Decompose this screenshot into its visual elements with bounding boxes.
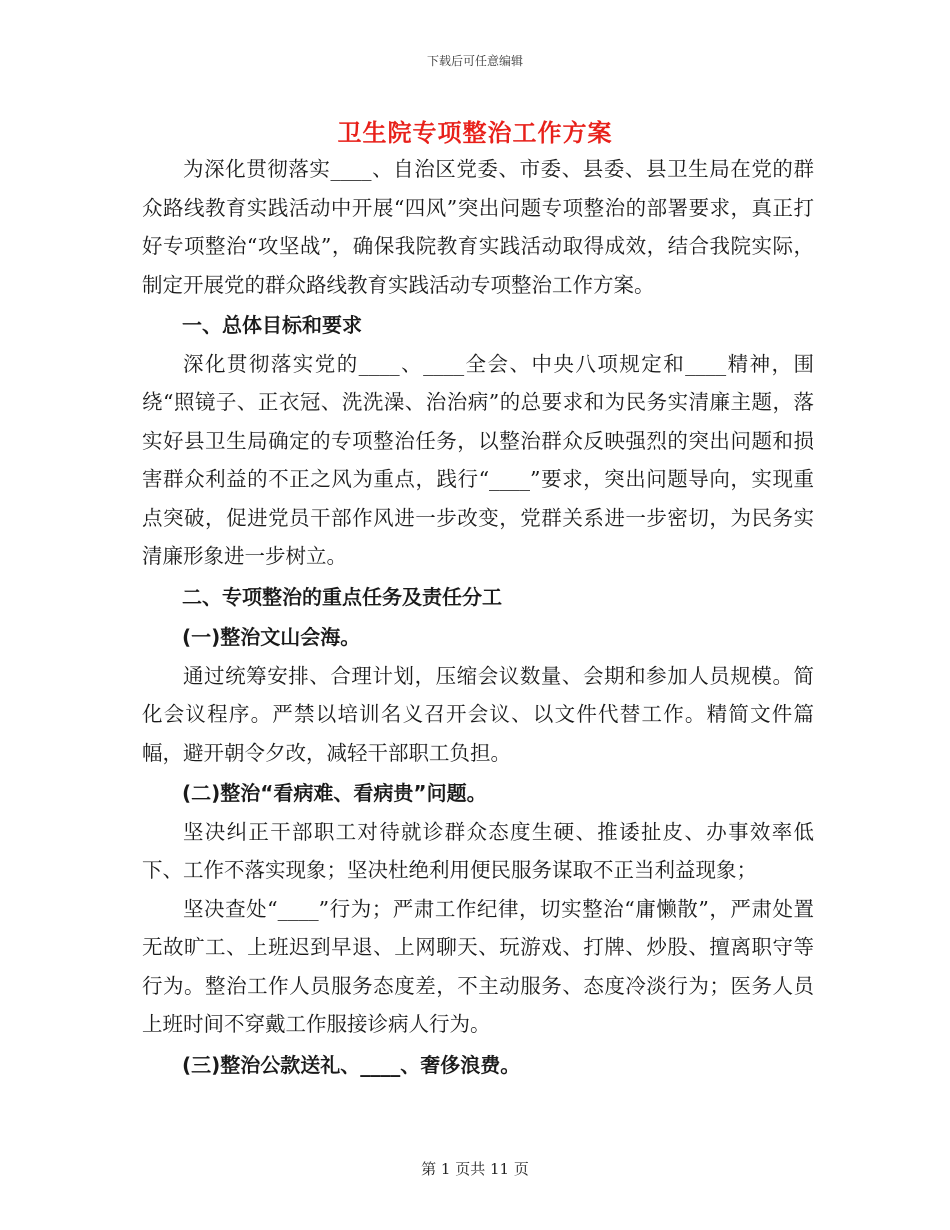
document-body: [142, 150, 814, 1084]
page-number: 第 1 页共 11 页: [421, 1160, 529, 1178]
section-paragraph: 深化贯彻落实党的____、____全会、中央八项规定和____精神，围绕“照镜子、正衣冠、洗洗澡、治治病”的总要求和为民务实清廉主题，落实好县卫生局确定的专项整治任务，以整治群众反映强烈的突出问题和损害群众利益的不正之风为重点，践行“____”要求，突出问题导向，实现重点突破，促进党员干部作风进一步改变，党群关系进一步密切，为民务实清廉形象进一步树立。: [142, 351, 814, 568]
subsection-heading: (二)整治“看病难、看病贵”问题。: [182, 781, 487, 805]
page-header-note: 下载后可任意编辑: [426, 54, 523, 68]
subsection-heading: (三)整治公款送礼、____、奢侈浪费。: [182, 1052, 521, 1077]
subsection-paragraph: 通过统筹安排、合理计划，压缩会议数量、会期和参加人员规模。简化会议程序。严禁以培训名义召开会议、以文件代替工作。精简文件篇幅，避开朝令夕改，减轻干部职工负担。: [142, 663, 814, 765]
section-heading: 二、专项整治的重点任务及责任分工: [182, 584, 502, 609]
section-heading: 一、总体目标和要求: [182, 313, 362, 337]
subsection-paragraph: 坚决查处“____”行为；严肃工作纪律，切实整治“庸懒散”，严肃处置无故旷工、上班迟到早退、上网聊天、玩游戏、打牌、炒股、擅离职守等行为。整治工作人员服务态度差，不主动服务、态度冷淡行为；医务人员上班时间不穿戴工作服接诊病人行为。: [142, 896, 814, 1036]
document-title: 卫生院专项整治工作方案: [337, 118, 613, 147]
subsection-heading: (一)整治文山会海。: [182, 625, 361, 649]
intro-paragraph: 为深化贯彻落实____、自治区党委、市委、县委、县卫生局在党的群众路线教育实践活动中开展“四风”突出问题专项整治的部署要求，真正打好专项整治“攻坚战”，确保我院教育实践活动取得成效，结合我院实际，制定开展党的群众路线教育实践活动专项整治工作方案。: [142, 157, 814, 297]
subsection-paragraph: 坚决纠正干部职工对待就诊群众态度生硬、推诿扯皮、办事效率低下、工作不落实现象；坚决杜绝利用便民服务谋取不正当利益现象；: [142, 819, 814, 882]
